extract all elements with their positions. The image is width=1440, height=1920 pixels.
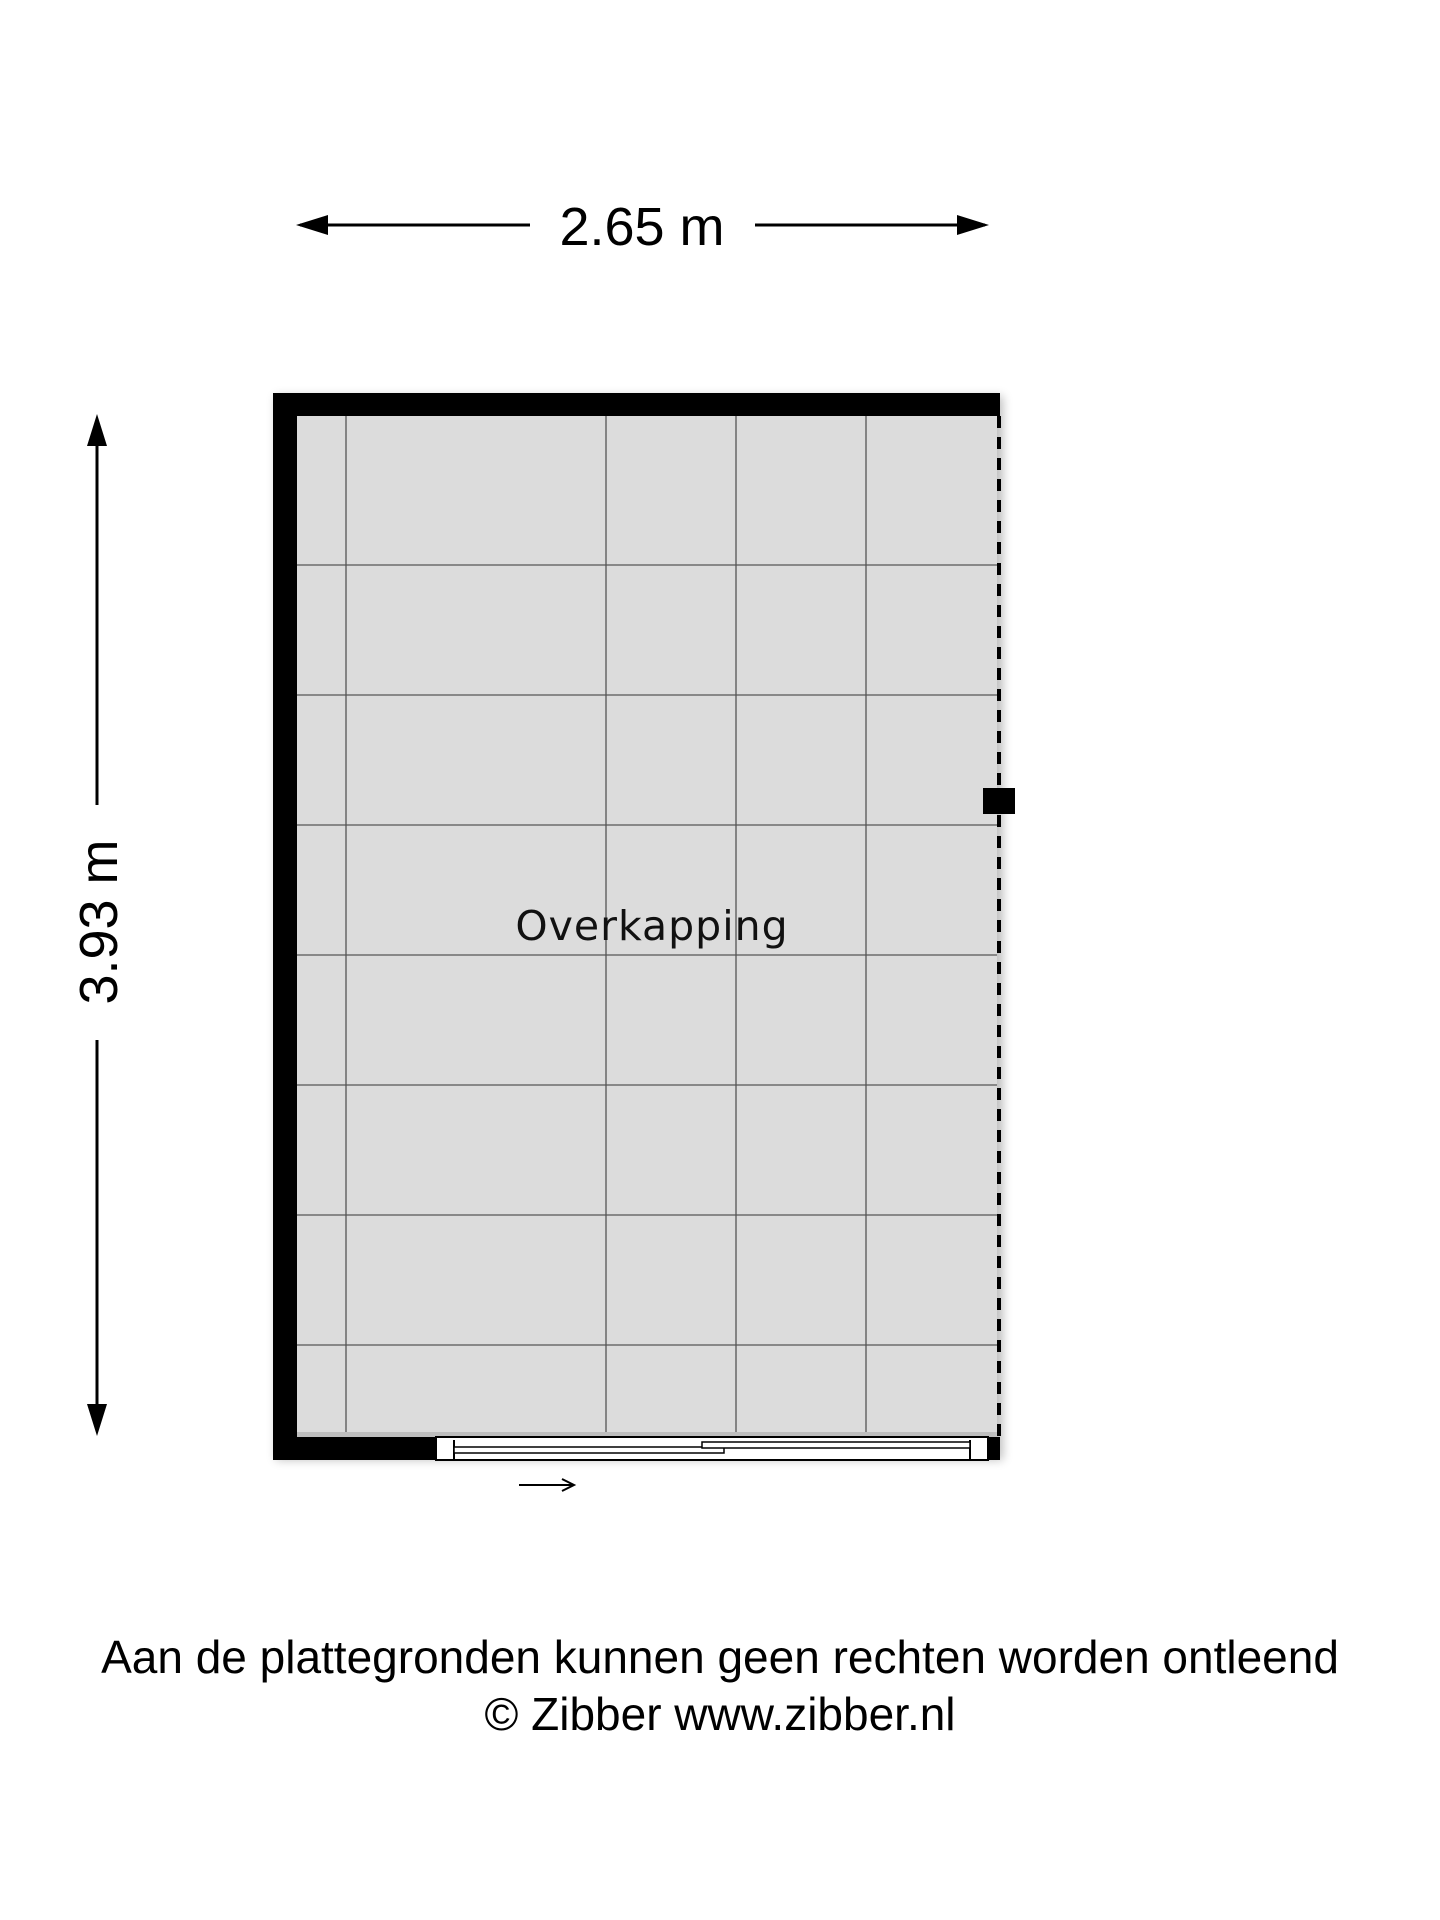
height-arrowhead-top bbox=[87, 414, 107, 446]
width-arrowhead-right bbox=[957, 215, 989, 235]
copyright-text: © Zibber www.zibber.nl bbox=[484, 1688, 956, 1740]
width-dimension bbox=[296, 197, 989, 257]
wall-left bbox=[273, 393, 297, 1460]
door-panel-left bbox=[454, 1447, 724, 1453]
wall-top bbox=[273, 393, 1000, 416]
disclaimer-text: Aan de plattegronden kunnen geen rechten worden ontleend bbox=[101, 1631, 1339, 1683]
height-arrowhead-bottom bbox=[87, 1404, 107, 1436]
height-label: 3.93 m bbox=[69, 839, 129, 1005]
wall-bottom-end bbox=[988, 1437, 1000, 1460]
door-panel-right bbox=[702, 1442, 970, 1448]
height-dimension bbox=[69, 414, 129, 1436]
sliding-door bbox=[436, 1437, 988, 1460]
slide-direction-arrow bbox=[519, 1479, 574, 1491]
room-label: Overkapping bbox=[515, 902, 789, 950]
width-arrowhead-left bbox=[296, 215, 328, 235]
width-label: 2.65 m bbox=[559, 197, 725, 257]
support-post bbox=[983, 788, 1015, 814]
wall-bottom bbox=[273, 1437, 436, 1460]
